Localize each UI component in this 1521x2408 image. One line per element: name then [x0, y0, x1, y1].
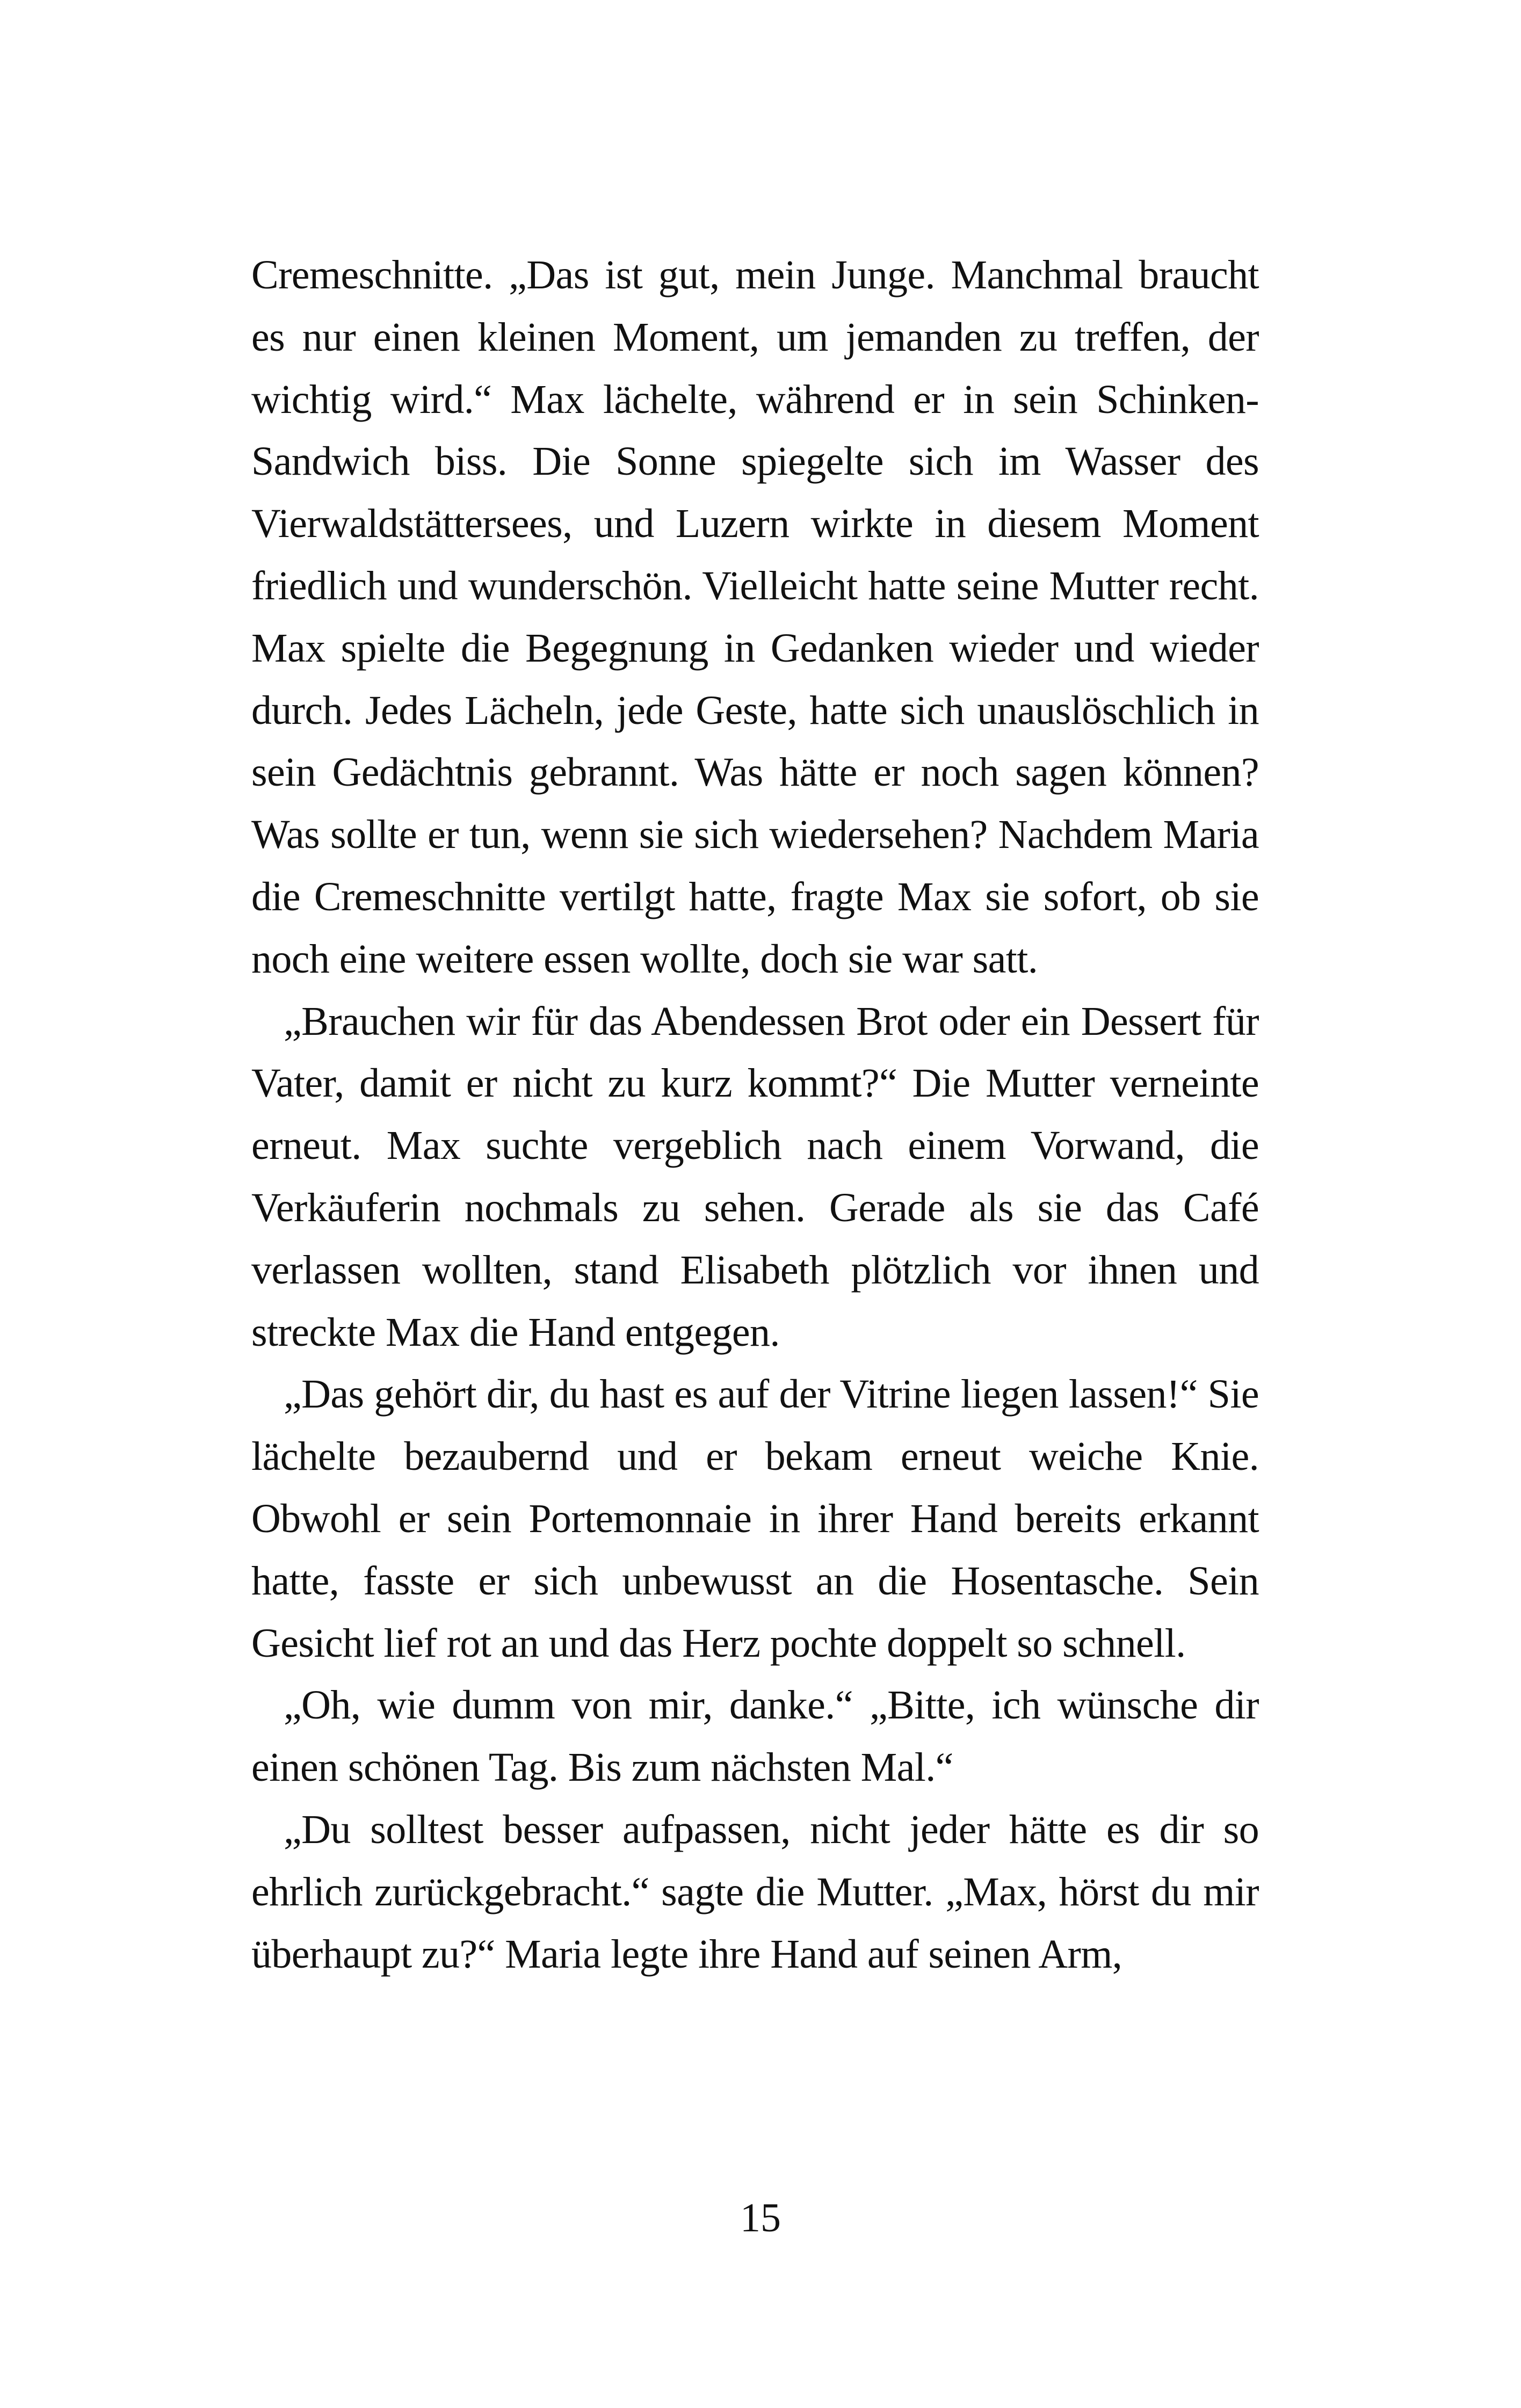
body-text	[251, 244, 1259, 1985]
paragraph-2: „Brauchen wir für das Abendessen Brot oder ein Dessert für Vater, damit er nicht zu kurz kommt?“ Die Mutter verneinte erneut. Max suchte vergeblich nach einem Vorwand, die Verkäuferin nochmals zu sehen. Gerade als sie das Café verlassen wollten, stand Elisabeth plötzlich vor ihnen und streckte Max die Hand entgegen.	[251, 998, 1259, 1355]
paragraph-3: „Das gehört dir, du hast es auf der Vitrine liegen lassen!“ Sie lächelte bezaubernd und er bekam erneut weiche Knie. Obwohl er sein Portemonnaie in ihrer Hand bereits erkannt hatte, fasste er sich unbewusst an die Hosentasche. Sein Gesicht lief rot an und das Herz pochte doppelt so schnell.	[251, 1372, 1259, 1666]
page-number: 15	[740, 2195, 781, 2240]
paragraph-5: „Du solltest besser aufpassen, nicht jeder hätte es dir so ehrlich zurückgebracht.“ sagte die Mutter. „Max, hörst du mir überhaupt zu?“ Maria legte ihre Hand auf seinen Arm,	[251, 1807, 1259, 1977]
paragraph-4: „Oh, wie dumm von mir, danke.“ „Bitte, ich wünsche dir einen schönen Tag. Bis zum nächsten Mal.“	[251, 1682, 1259, 1790]
paragraph-1: Cremeschnitte. „Das ist gut, mein Junge. Manchmal braucht es nur einen kleinen Moment, um jemanden zu treffen, der wichtig wird.“ Max lächelte, während er in sein Schinken-Sandwich biss. Die Sonne spiegelte sich im Wasser des Vierwaldstättersees, und Luzern wirkte in diesem Moment friedlich und wunderschön. Vielleicht hatte seine Mutter recht. Max spielte die Begegnung in Gedanken wieder und wieder durch. Jedes Lächeln, jede Geste, hatte sich unauslöschlich in sein Gedächtnis gebrannt. Was hätte er noch sagen können? Was sollte er tun, wenn sie sich wiedersehen? Nachdem Maria die Cremeschnitte vertilgt hatte, fragte Max sie sofort, ob sie noch eine weitere essen wollte, doch sie war satt.	[251, 252, 1259, 982]
